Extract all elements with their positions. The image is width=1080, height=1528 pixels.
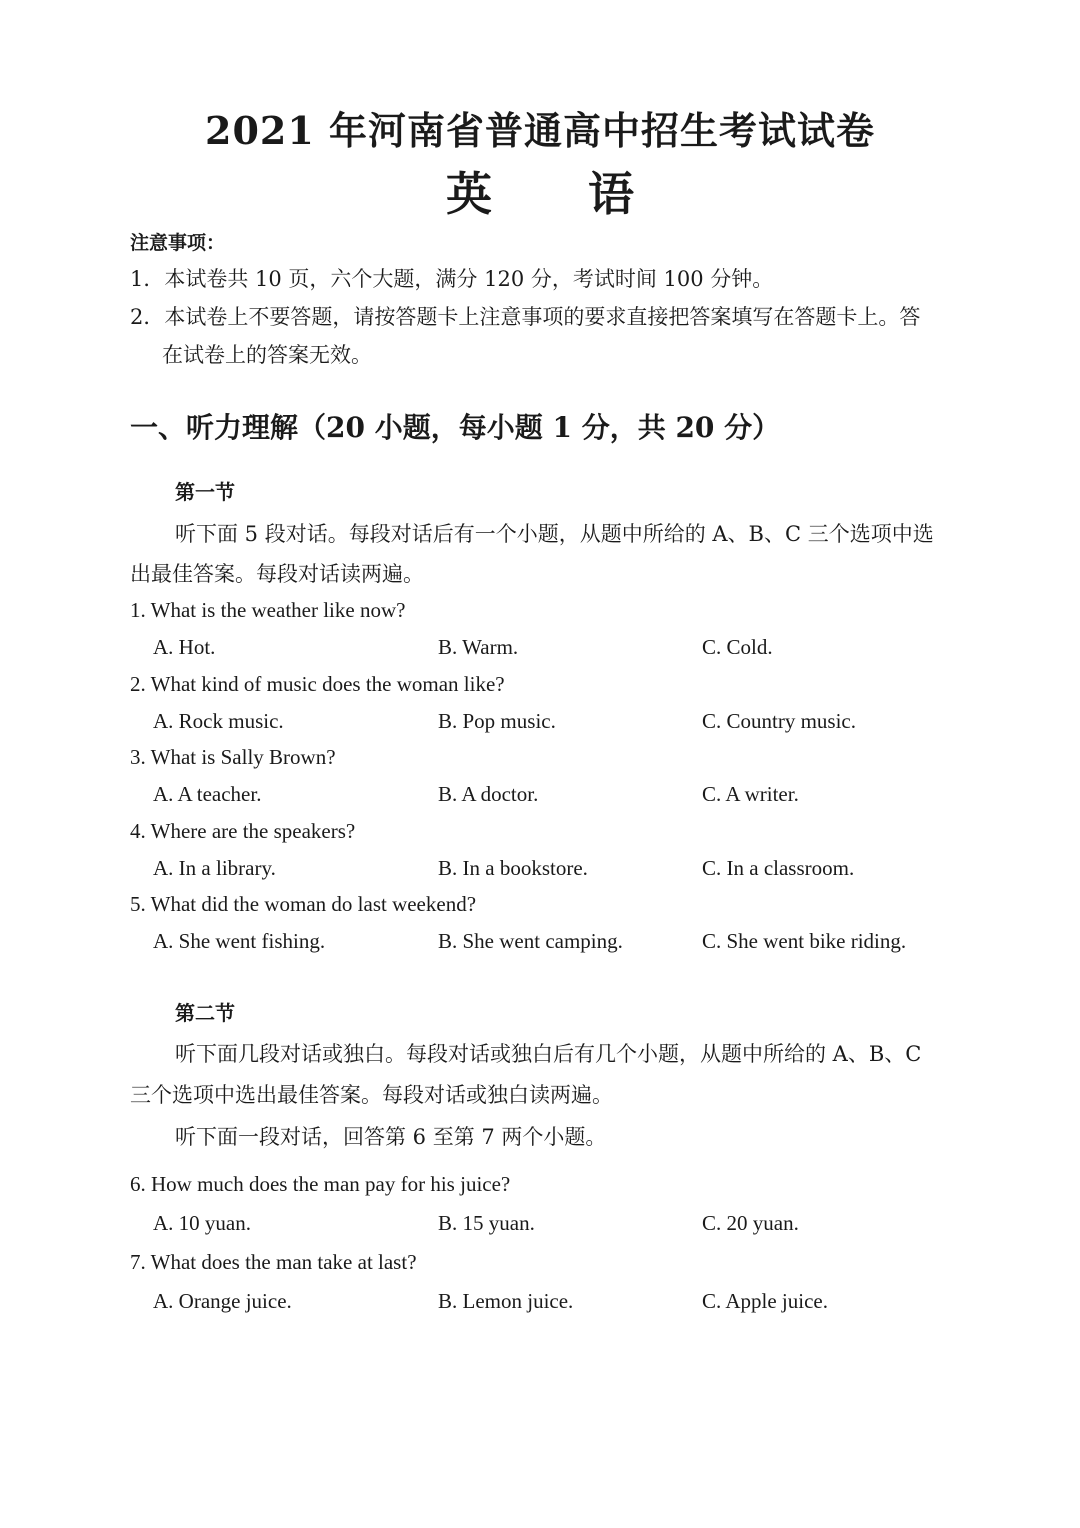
question-7-option-a: A. Orange juice. (153, 1289, 292, 1313)
part1-heading: 第一节 (175, 480, 235, 504)
question-3-option-c: C. A writer. (702, 782, 799, 806)
subject-char-1: 英 (446, 167, 492, 221)
question-5-option-a: A. She went fishing. (153, 929, 326, 953)
question-7-option-c: C. Apple juice. (702, 1289, 828, 1313)
question-6: 6. How much does the man pay for his juice? (130, 1172, 511, 1196)
question-2-option-c: C. Country music. (702, 709, 857, 733)
question-3-option-a: A. A teacher. (153, 782, 262, 806)
question-2-option-a: A. Rock music. (153, 709, 284, 733)
question-2-option-b: B. Pop music. (438, 709, 556, 733)
part2-instruction: 听下面几段对话或独白。每段对话或独白后有几个小题，从题中所给的 A、B、C (175, 1042, 922, 1066)
question-5-option-c: C. She went bike riding. (702, 929, 907, 953)
part1-instruction-continued: 出最佳答案。每段对话读两遍。 (130, 562, 424, 586)
question-4-option-c: C. In a classroom. (702, 856, 855, 880)
question-4-option-b: B. In a bookstore. (438, 856, 588, 880)
part1-instruction: 听下面 5 段对话。每段对话后有一个小题，从题中所给的 A、B、C 三个选项中选 (175, 522, 934, 546)
exam-title: 2021 年河南省普通高中招生考试试卷 (205, 108, 875, 153)
notice-item-2: 2．本试卷上不要答题，请按答题卡上注意事项的要求直接把答案填写在答题卡上。答 (130, 305, 921, 329)
section-heading: 一、听力理解（20 小题，每小题 1 分，共 20 分） (130, 411, 781, 444)
question-1-option-b: B. Warm. (438, 635, 519, 659)
notice-item-2-continued: 在试卷上的答案无效。 (162, 343, 372, 367)
notice-item-1: 1．本试卷共 10 页，六个大题，满分 120 分，考试时间 100 分钟。 (130, 267, 774, 291)
question-6-option-a: A. 10 yuan. (153, 1211, 251, 1235)
question-6-option-c: C. 20 yuan. (702, 1211, 799, 1235)
question-4: 4. Where are the speakers? (130, 819, 356, 843)
question-2: 2. What kind of music does the woman like? (130, 672, 505, 696)
part2-instruction-continued: 三个选项中选出最佳答案。每段对话或独白读两遍。 (130, 1083, 613, 1107)
part2-dialogue-instruction: 听下面一段对话，回答第 6 至第 7 两个小题。 (175, 1125, 607, 1149)
question-1-option-a: A. Hot. (153, 635, 216, 659)
question-7: 7. What does the man take at last? (130, 1250, 417, 1274)
question-1: 1. What is the weather like now? (130, 598, 406, 622)
question-3: 3. What is Sally Brown? (130, 745, 336, 769)
question-5: 5. What did the woman do last weekend? (130, 892, 477, 916)
question-7-option-b: B. Lemon juice. (438, 1289, 574, 1313)
part2-heading: 第二节 (175, 1001, 235, 1025)
question-6-option-b: B. 15 yuan. (438, 1211, 535, 1235)
question-4-option-a: A. In a library. (153, 856, 276, 880)
question-1-option-c: C. Cold. (702, 635, 773, 659)
question-3-option-b: B. A doctor. (438, 782, 539, 806)
subject-char-2: 语 (588, 167, 634, 221)
notice-heading: 注意事项： (130, 232, 226, 254)
question-5-option-b: B. She went camping. (438, 929, 623, 953)
subject-title (0, 158, 1080, 224)
